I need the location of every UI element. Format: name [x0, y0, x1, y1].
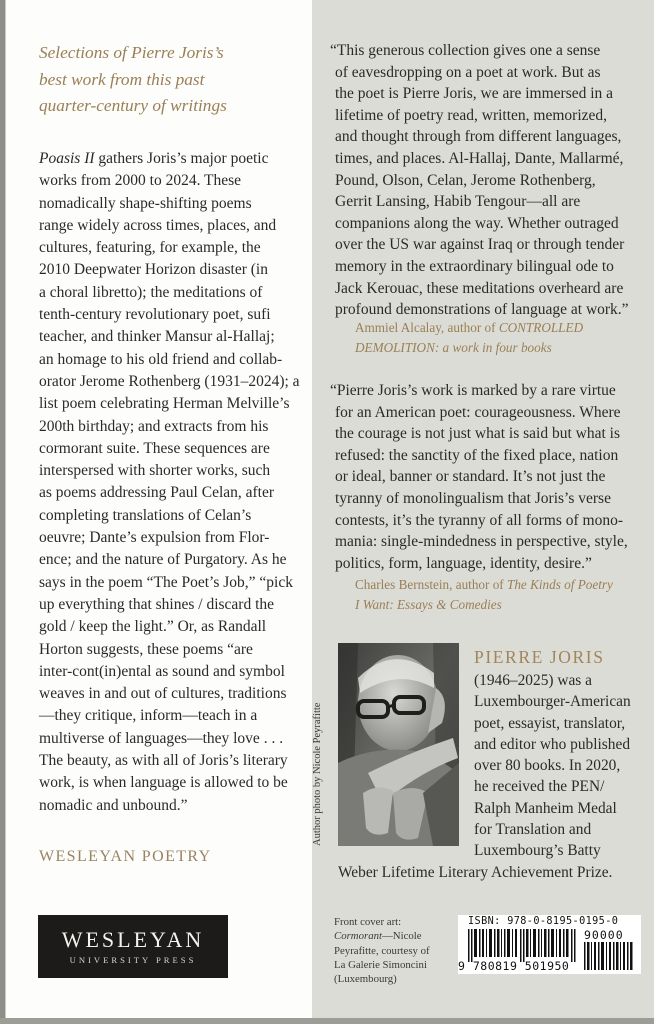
blurb-line: completing translations of Celan’s [39, 506, 252, 524]
blurb-line: range widely across times, places, and [39, 216, 277, 234]
bio-line: Luxembourg’s Batty [474, 842, 601, 860]
quote-line: companions along the way. Whether outraged [335, 214, 619, 232]
blurb-line: interspersed with shorter works, such [39, 462, 271, 480]
quote-line: profound demonstrations of language at work.” [335, 301, 629, 319]
quote-line: “This generous collection gives one a sense [330, 42, 601, 59]
blurb-line: tenth-century revolutionary poet, sufi [39, 306, 271, 324]
blurb-line: 200th birthday; and extracts from his [39, 417, 269, 435]
attribution-work: I Want: Essays & Comedies [355, 597, 502, 612]
endorsement-quote [330, 40, 654, 321]
bio-line: and editor who published [474, 735, 631, 753]
blurb-line: ence; and the nature of Purgatory. As he [39, 551, 287, 569]
bio-line: Weber Lifetime Literary Achievement Prize. [338, 863, 613, 881]
book-title: Poasis II [39, 150, 95, 167]
price-addon-number: 90000 [584, 928, 624, 942]
blurb-line: orator Jerome Rothenberg (1931–2024); a [39, 372, 300, 390]
quote-line: the poet is Pierre Joris, we are immersed in a [335, 85, 614, 103]
bio-line: over 80 books. In 2020, [474, 757, 621, 775]
blurb-line: up everything that shines / discard the [39, 595, 275, 613]
quote-line: or ideal, banner or standard. It’s not just the [335, 468, 606, 486]
cover-art-credit: Front cover art: Cormorant—Nicole Peyrafitte, courtesy of La Galerie Simoncini (Luxembourg) [334, 916, 430, 986]
blurb-line: Horton suggests, these poems “are [39, 640, 253, 658]
blurb-line: teacher, and thinker Mansur al-Hallaj; [39, 328, 275, 346]
blurb-line: work, is when language is allowed to be [39, 774, 288, 792]
author-name: PIERRE JORIS [474, 647, 605, 667]
bio-line: for Translation and [474, 821, 592, 839]
quote-line: Jack Kerouac, these meditations overheard are [335, 279, 624, 297]
quote-line: the courage is not just what is said but what is [335, 425, 620, 443]
quote-attribution [355, 575, 650, 615]
tagline-line: best work from this past [39, 69, 205, 89]
blurb-line: as poems addressing Paul Celan, after [39, 484, 275, 502]
bottom-edge [0, 1018, 654, 1024]
tagline-line: Selections of Pierre Joris’s [39, 43, 224, 62]
quote-line: times, and places. Al-Hallaj, Dante, Mallarmé, [335, 149, 624, 167]
quote-line: Pound, Olson, Celan, Jerome Rothenberg, [335, 171, 596, 189]
photo-credit: Author photo by Nicole Peyrafitte [312, 702, 323, 846]
publisher-logo [38, 915, 228, 978]
bio-line: Luxembourger-American [474, 693, 631, 711]
blurb-line: —they critique, inform—teach in a [39, 707, 258, 725]
bio-line: (1946–2025) was a [474, 672, 592, 689]
blurb-line: multiverse of languages—they love . . . [39, 729, 284, 747]
attribution-author: Charles Bernstein, author of [355, 577, 507, 592]
isbn-barcode [458, 915, 641, 974]
blurb-line: nomadic and unbound.” [39, 796, 188, 814]
bio-line: Ralph Manheim Medal [474, 799, 617, 817]
blurb-line: gold / keep the light.” Or, as Randall [39, 618, 267, 636]
isbn-label: ISBN: 978-0-8195-0195-0 [468, 916, 619, 927]
quote-line: refused: the sanctity of the fixed place, nation [335, 446, 619, 464]
attribution-work: DEMOLITION: a work in four books [355, 340, 552, 355]
quote-line: lifetime of poetry read, written, memorized, [335, 106, 608, 124]
quote-line: for an American poet: courageousness. Where [335, 403, 621, 421]
author-bio [338, 670, 654, 883]
quote-line: “Pierre Joris’s work is marked by a rare virtue [330, 382, 616, 399]
blurb-line: cultures, featuring, for example, the [39, 239, 261, 257]
series-label: WESLEYAN POETRY [39, 848, 212, 865]
publisher-name: WESLEYAN [61, 927, 205, 952]
quote-line: mania: single-mindedness in perspective, style, [335, 533, 628, 551]
attribution-work: CONTROLLED [498, 320, 584, 335]
blurb-line: list poem celebrating Herman Melville’s [39, 395, 290, 413]
tagline [39, 40, 299, 120]
publisher-subtitle: UNIVERSITY PRESS [69, 955, 197, 965]
quote-line: Gerrit Lansing, Habib Tengour—all are [335, 193, 581, 211]
blurb-line: says in the poem “The Poet’s Job,” “pick [39, 573, 293, 591]
quote-line: contests, it’s the tyranny of all forms of mono- [335, 511, 623, 529]
quote-line: politics, form, language, identity, desire.” [335, 554, 592, 572]
quote-line: of eavesdropping on a poet at work. But as [335, 63, 601, 81]
author-portrait-icon [338, 643, 459, 846]
author-photo [338, 643, 459, 846]
endorsement-quote [330, 380, 654, 574]
ean-digits: 9 780819 501950 [458, 959, 570, 973]
blurb-line: The beauty, as with all of Joris’s literary [39, 752, 288, 770]
quote-line: over the US war against Iraq or through tender [335, 236, 625, 254]
blurb-line: a choral libretto); the meditations of [39, 283, 263, 301]
blurb-line: 2010 Deepwater Horizon disaster (in [39, 261, 268, 279]
ean-barcode-bars-icon [468, 929, 576, 962]
blurb-line: oeuvre; Dante’s expulsion from Flor- [39, 529, 270, 547]
tagline-line: quarter-century of writings [39, 96, 227, 115]
blurb-line: cormorant suite. These sequences are [39, 439, 270, 457]
attribution-author: Ammiel Alcalay, author of [355, 320, 499, 335]
attribution-work: The Kinds of Poetry [507, 577, 613, 592]
bio-line: he received the PEN/ [474, 778, 605, 796]
blurb-line: weaves in and out of cultures, traditions [39, 685, 287, 703]
blurb-line: inter-cont(in)ental as sound and symbol [39, 662, 285, 680]
addon-barcode-bars-icon [584, 942, 634, 970]
blurb-line: nomadically shape-shifting poems [39, 194, 252, 212]
book-description [39, 148, 301, 817]
quote-line: tyranny of monolingualism that Joris’s verse [335, 489, 611, 507]
quote-attribution [355, 318, 650, 358]
bio-line: poet, essayist, translator, [474, 714, 626, 732]
quote-line: and thought through from different languages, [335, 128, 622, 146]
blurb-line: works from 2000 to 2024. These [39, 172, 242, 190]
quote-line: memory in the extraordinary bilingual ode to [335, 257, 614, 275]
blurb-line: Poasis II gathers Joris’s major poetic [39, 150, 269, 167]
artwork-title: Cormorant [334, 930, 382, 943]
blurb-line: an homage to his old friend and collab- [39, 350, 283, 368]
